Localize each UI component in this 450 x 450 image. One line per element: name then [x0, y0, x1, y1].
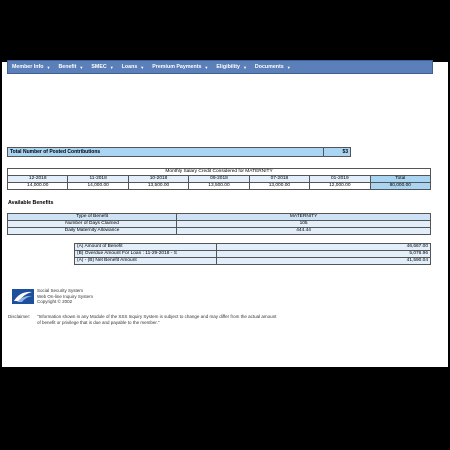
days-claimed-label: Number of Days Claimed	[8, 221, 177, 228]
disclaimer-label: Disclaimer:	[8, 314, 31, 319]
msc-value: 13,500.00	[128, 183, 188, 190]
msc-total-value: 80,000.00	[370, 183, 430, 190]
msc-table	[7, 168, 431, 190]
amount-label: (A) - (B) Net Benefit Amount	[75, 258, 217, 265]
nav-loans[interactable]: Loans ▼	[121, 64, 145, 70]
msc-month: 01-2019	[310, 176, 370, 183]
nav-eligibility[interactable]: Eligibility ▼	[216, 64, 247, 70]
chevron-down-icon: ▼	[140, 64, 145, 70]
msc-month: 07-2018	[249, 176, 309, 183]
benefit-type-value: MATERNITY	[177, 214, 431, 221]
available-benefits-table	[7, 213, 431, 235]
msc-total-label: Total	[370, 176, 430, 183]
benefit-amounts-table	[74, 243, 431, 265]
amount-value: 46,667.00	[217, 244, 431, 251]
daily-allowance-label: Daily Maternity Allowance	[8, 228, 177, 235]
benefit-type-label: Type of Benefit	[8, 214, 177, 221]
sss-logo	[12, 289, 34, 304]
msc-month: 12-2018	[8, 176, 68, 183]
posted-contributions-row	[7, 147, 351, 157]
days-claimed-value: 105	[177, 221, 431, 228]
available-benefits-title: Available Benefits	[8, 200, 54, 206]
chevron-down-icon: ▼	[242, 64, 247, 70]
nav-premium-payments[interactable]: Premium Payments ▼	[152, 64, 209, 70]
nav-smec[interactable]: SMEC ▼	[91, 64, 114, 70]
posted-contributions-value: 53	[324, 148, 350, 156]
msc-value: 14,000.00	[8, 183, 68, 190]
msc-value: 13,500.00	[189, 183, 249, 190]
nav-benefit[interactable]: Benefit ▼	[58, 64, 84, 70]
disclaimer-text: "Information shown in any Module of the SSS Inquiry System is subject to change and may differ from the actual amount of benefit or privilege that is due and payable to the member."	[37, 314, 277, 325]
msc-title: Monthly Salary Credit Considered for MATERNITY	[8, 169, 431, 176]
msc-month: 10-2018	[128, 176, 188, 183]
daily-allowance-value: 444.44	[177, 228, 431, 235]
msc-value: 13,000.00	[249, 183, 309, 190]
chevron-down-icon: ▼	[109, 64, 114, 70]
nav-member-info[interactable]: Member Info ▼	[12, 64, 51, 70]
chevron-down-icon: ▼	[204, 64, 209, 70]
main-nav	[7, 60, 433, 74]
chevron-down-icon: ▼	[46, 64, 51, 70]
amount-value: 5,076.96	[217, 251, 431, 258]
chevron-down-icon: ▼	[79, 64, 84, 70]
posted-contributions-label: Total Number of Posted Contributions	[8, 148, 324, 156]
msc-month: 11-2018	[68, 176, 128, 183]
amount-value: 41,590.04	[217, 258, 431, 265]
msc-value: 14,000.00	[68, 183, 128, 190]
msc-month: 09-2018	[189, 176, 249, 183]
chevron-down-icon: ▼	[286, 64, 291, 70]
msc-value: 12,000.00	[310, 183, 370, 190]
amount-label: (B) Overdue Amount For Loan : 11-29-2018 - S	[75, 251, 217, 258]
nav-documents[interactable]: Documents ▼	[254, 64, 291, 70]
amount-label: (A) Amount of Benefit	[75, 244, 217, 251]
footer-info: Social Security System Web On-line Inquiry System Copyright © 2002	[37, 288, 93, 304]
